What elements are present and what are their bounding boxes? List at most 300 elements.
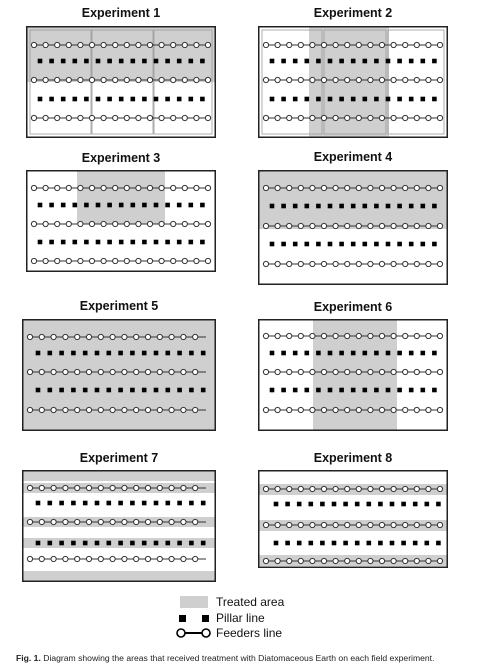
feeder [437,42,442,47]
feeder [110,485,115,490]
pillar [274,541,279,546]
feeder [157,407,162,412]
feeder [414,185,419,190]
feeder [205,42,210,47]
treated-area [27,27,215,82]
feeder [403,185,408,190]
feeder [356,185,361,190]
pillar [374,97,379,102]
experiment-4-title: Experiment 4 [313,150,393,164]
feeder [43,77,48,82]
feeder [78,185,83,190]
pillar [107,97,112,102]
feeder [298,261,303,266]
feeder [356,486,361,491]
feeder [437,486,442,491]
feeder [194,77,199,82]
pillar [432,351,437,356]
feeder [321,223,326,228]
feeder [113,221,118,226]
pillar [285,541,290,546]
pillar [328,242,333,247]
feeder [171,185,176,190]
feeder [63,485,68,490]
experiment-3-diagram [26,170,216,272]
feeder [134,556,139,561]
feeder [122,556,127,561]
pillar [96,240,101,245]
feeder [426,486,431,491]
feeder [136,221,141,226]
feeder [391,407,396,412]
pillar [177,59,182,64]
experiment-4-diagram [258,170,448,285]
pillar [48,388,53,393]
feeder [159,221,164,226]
feeder [391,369,396,374]
feeder [169,369,174,374]
feeder [145,369,150,374]
feeder [194,185,199,190]
pillar [189,501,194,506]
feeder [86,334,91,339]
pillar [297,541,302,546]
feeder [333,522,338,527]
pillar [436,541,441,546]
feeder [86,519,91,524]
pillar [200,203,205,208]
feeder [159,115,164,120]
experiment-8-diagram [258,470,448,568]
pillar [386,242,391,247]
feeder [275,369,280,374]
feeder [122,334,127,339]
pillar [36,501,41,506]
feeder [287,42,292,47]
feeder [426,369,431,374]
treated-area [23,571,215,581]
feeder [321,558,326,563]
pillar [189,203,194,208]
figure-caption [16,653,434,663]
feeder [333,261,338,266]
pillar [343,502,348,507]
feeder [379,261,384,266]
pillar [413,502,418,507]
pillar [59,388,64,393]
pillar [285,502,290,507]
pillar [363,388,368,393]
pillar [107,351,112,356]
feeder [89,185,94,190]
pillar [270,204,275,209]
pillar [165,240,170,245]
pillar [107,240,112,245]
pillar [48,501,53,506]
feeder [55,258,60,263]
feeder [171,258,176,263]
feeder [66,185,71,190]
feeder [321,333,326,338]
feeder [157,334,162,339]
feeder [298,369,303,374]
pillar [320,541,325,546]
feeder [310,115,315,120]
pillar [281,351,286,356]
feeder [101,42,106,47]
pillar [378,502,383,507]
pillar [49,240,54,245]
pillar [189,59,194,64]
pillar [130,388,135,393]
feeder [356,223,361,228]
feeder [101,115,106,120]
feeder [321,115,326,120]
feeder [287,77,292,82]
pillar [38,203,43,208]
feeder [98,369,103,374]
feeder [275,223,280,228]
pillar [293,97,298,102]
feeder [287,261,292,266]
feeder [287,522,292,527]
feeder [345,185,350,190]
feeder [31,115,36,120]
feeder [426,522,431,527]
pillar [142,203,147,208]
pillar [130,351,135,356]
pillar [374,388,379,393]
feeder [298,42,303,47]
feeder [403,261,408,266]
pillar [421,97,426,102]
feeder [333,115,338,120]
pillar [154,97,159,102]
feeder [333,223,338,228]
pillar [339,351,344,356]
experiment-7-title: Experiment 7 [79,451,159,465]
pillar [305,59,310,64]
feeder [205,115,210,120]
pillar [270,351,275,356]
feeder [31,185,36,190]
pillar [71,351,76,356]
pillar [189,388,194,393]
feeder [181,334,186,339]
feeder [403,42,408,47]
feeder [379,486,384,491]
feeder [287,369,292,374]
pillar [142,388,147,393]
feeder [426,261,431,266]
pillar [297,502,302,507]
feeder [321,407,326,412]
feeder [426,407,431,412]
feeder [379,77,384,82]
feeder [414,558,419,563]
feeder [193,519,198,524]
feeder [134,485,139,490]
pillar [293,242,298,247]
pillar [316,97,321,102]
feeder [356,522,361,527]
pillar [131,59,136,64]
pillar [201,388,206,393]
pillar [409,242,414,247]
feeder [379,115,384,120]
feeder [333,407,338,412]
pillar [363,351,368,356]
feeder [333,77,338,82]
pillar [270,242,275,247]
feeder [379,407,384,412]
feeder [193,334,198,339]
pillar [281,204,286,209]
pillar [363,59,368,64]
pillar [386,59,391,64]
experiment-7-diagram [22,470,216,582]
pillar [83,501,88,506]
feeder [356,369,361,374]
feeder [298,223,303,228]
pillar [270,97,275,102]
feeder [63,334,68,339]
feeder [39,485,44,490]
pillar [95,388,100,393]
pillar [401,502,406,507]
feeder [89,115,94,120]
feeder [113,42,118,47]
feeder [391,261,396,266]
legend-pillar-symbol [178,612,212,624]
pillar [73,203,78,208]
feeder [403,522,408,527]
feeder [345,522,350,527]
feeder [55,115,60,120]
feeder [193,556,198,561]
pillar [154,501,159,506]
pillar [118,541,123,546]
feeder [437,333,442,338]
feeder [169,485,174,490]
feeder [75,407,80,412]
pillar [386,388,391,393]
pillar [363,242,368,247]
pillar [413,541,418,546]
feeder [147,185,152,190]
pillar [309,502,314,507]
feeder [181,519,186,524]
feeder [63,556,68,561]
pillar [177,351,182,356]
treated-area [259,171,447,229]
feeder [86,556,91,561]
feeder [414,261,419,266]
feeder [287,486,292,491]
feeder [134,334,139,339]
feeder [437,522,442,527]
feeder [66,77,71,82]
pillar [432,242,437,247]
pillar [48,541,53,546]
pillar [367,502,372,507]
feeder [51,556,56,561]
feeder [110,407,115,412]
feeder [136,115,141,120]
feeder [356,333,361,338]
pillar [201,351,206,356]
feeder [333,185,338,190]
feeder [169,407,174,412]
pillar [166,541,171,546]
pillar [425,502,430,507]
feeder [181,485,186,490]
feeder [134,407,139,412]
pillar [73,240,78,245]
pillar [154,388,159,393]
pillar [421,351,426,356]
pillar [409,59,414,64]
feeder [75,334,80,339]
pillar [351,388,356,393]
feeder [145,556,150,561]
pillar [374,59,379,64]
feeder [426,558,431,563]
feeder [122,407,127,412]
feeder [110,369,115,374]
feeder [368,42,373,47]
pillar [293,204,298,209]
feeder [414,407,419,412]
pillar [351,351,356,356]
feeder [263,333,268,338]
feeder [310,407,315,412]
feeder [31,221,36,226]
pillar [95,541,100,546]
pillar [36,541,41,546]
pillar [84,97,89,102]
pillar [305,351,310,356]
feeder [437,261,442,266]
pillar [409,351,414,356]
feeder [66,258,71,263]
feeder [321,369,326,374]
pillar [131,240,136,245]
pillar [386,97,391,102]
pillar [378,541,383,546]
feeder [147,221,152,226]
pillar [154,541,159,546]
feeder [263,42,268,47]
pillar [386,351,391,356]
pillar [316,351,321,356]
pillar [61,97,66,102]
pillar [200,59,205,64]
pillar [154,351,159,356]
feeder [321,261,326,266]
feeder [275,77,280,82]
pillar [409,97,414,102]
pillar [390,502,395,507]
feeder [391,486,396,491]
pillar [96,203,101,208]
feeder [145,485,150,490]
pillar [119,240,124,245]
pillar [131,203,136,208]
feeder [193,407,198,412]
pillar [339,59,344,64]
pillar [281,59,286,64]
feeder [379,333,384,338]
pillar [309,541,314,546]
feeder [321,185,326,190]
feeder [368,333,373,338]
pillar [59,501,64,506]
feeder [39,407,44,412]
feeder [171,115,176,120]
feeder [391,77,396,82]
feeder [403,333,408,338]
feeder [181,407,186,412]
pillar [363,97,368,102]
feeder [310,261,315,266]
feeder [310,558,315,563]
feeder [356,42,361,47]
feeder [51,519,56,524]
feeder [368,185,373,190]
feeder [263,185,268,190]
feeder [403,77,408,82]
pillar [59,541,64,546]
feeder [403,115,408,120]
feeder [98,334,103,339]
legend-feeders-label: Feeders line [216,626,283,640]
feeder [275,42,280,47]
feeder [379,369,384,374]
pillar [142,59,147,64]
feeder [263,115,268,120]
pillar [131,97,136,102]
feeder [157,519,162,524]
pillar [154,59,159,64]
feeder [55,77,60,82]
pillar [189,541,194,546]
feeder [136,185,141,190]
feeder [205,185,210,190]
feeder [414,333,419,338]
experiment-1-diagram [26,26,216,138]
pillar [397,351,402,356]
feeder [437,77,442,82]
feeder [98,485,103,490]
pillar [177,97,182,102]
pillar [367,541,372,546]
feeder [55,185,60,190]
feeder [321,42,326,47]
experiment-3-title: Experiment 3 [81,151,161,165]
feeder [182,77,187,82]
feeder [275,261,280,266]
pillar [201,501,206,506]
feeder [391,522,396,527]
pillar [107,388,112,393]
pillar [83,351,88,356]
feeder [113,115,118,120]
pillar [421,204,426,209]
pillar [61,240,66,245]
feeder [169,556,174,561]
pillar [397,97,402,102]
